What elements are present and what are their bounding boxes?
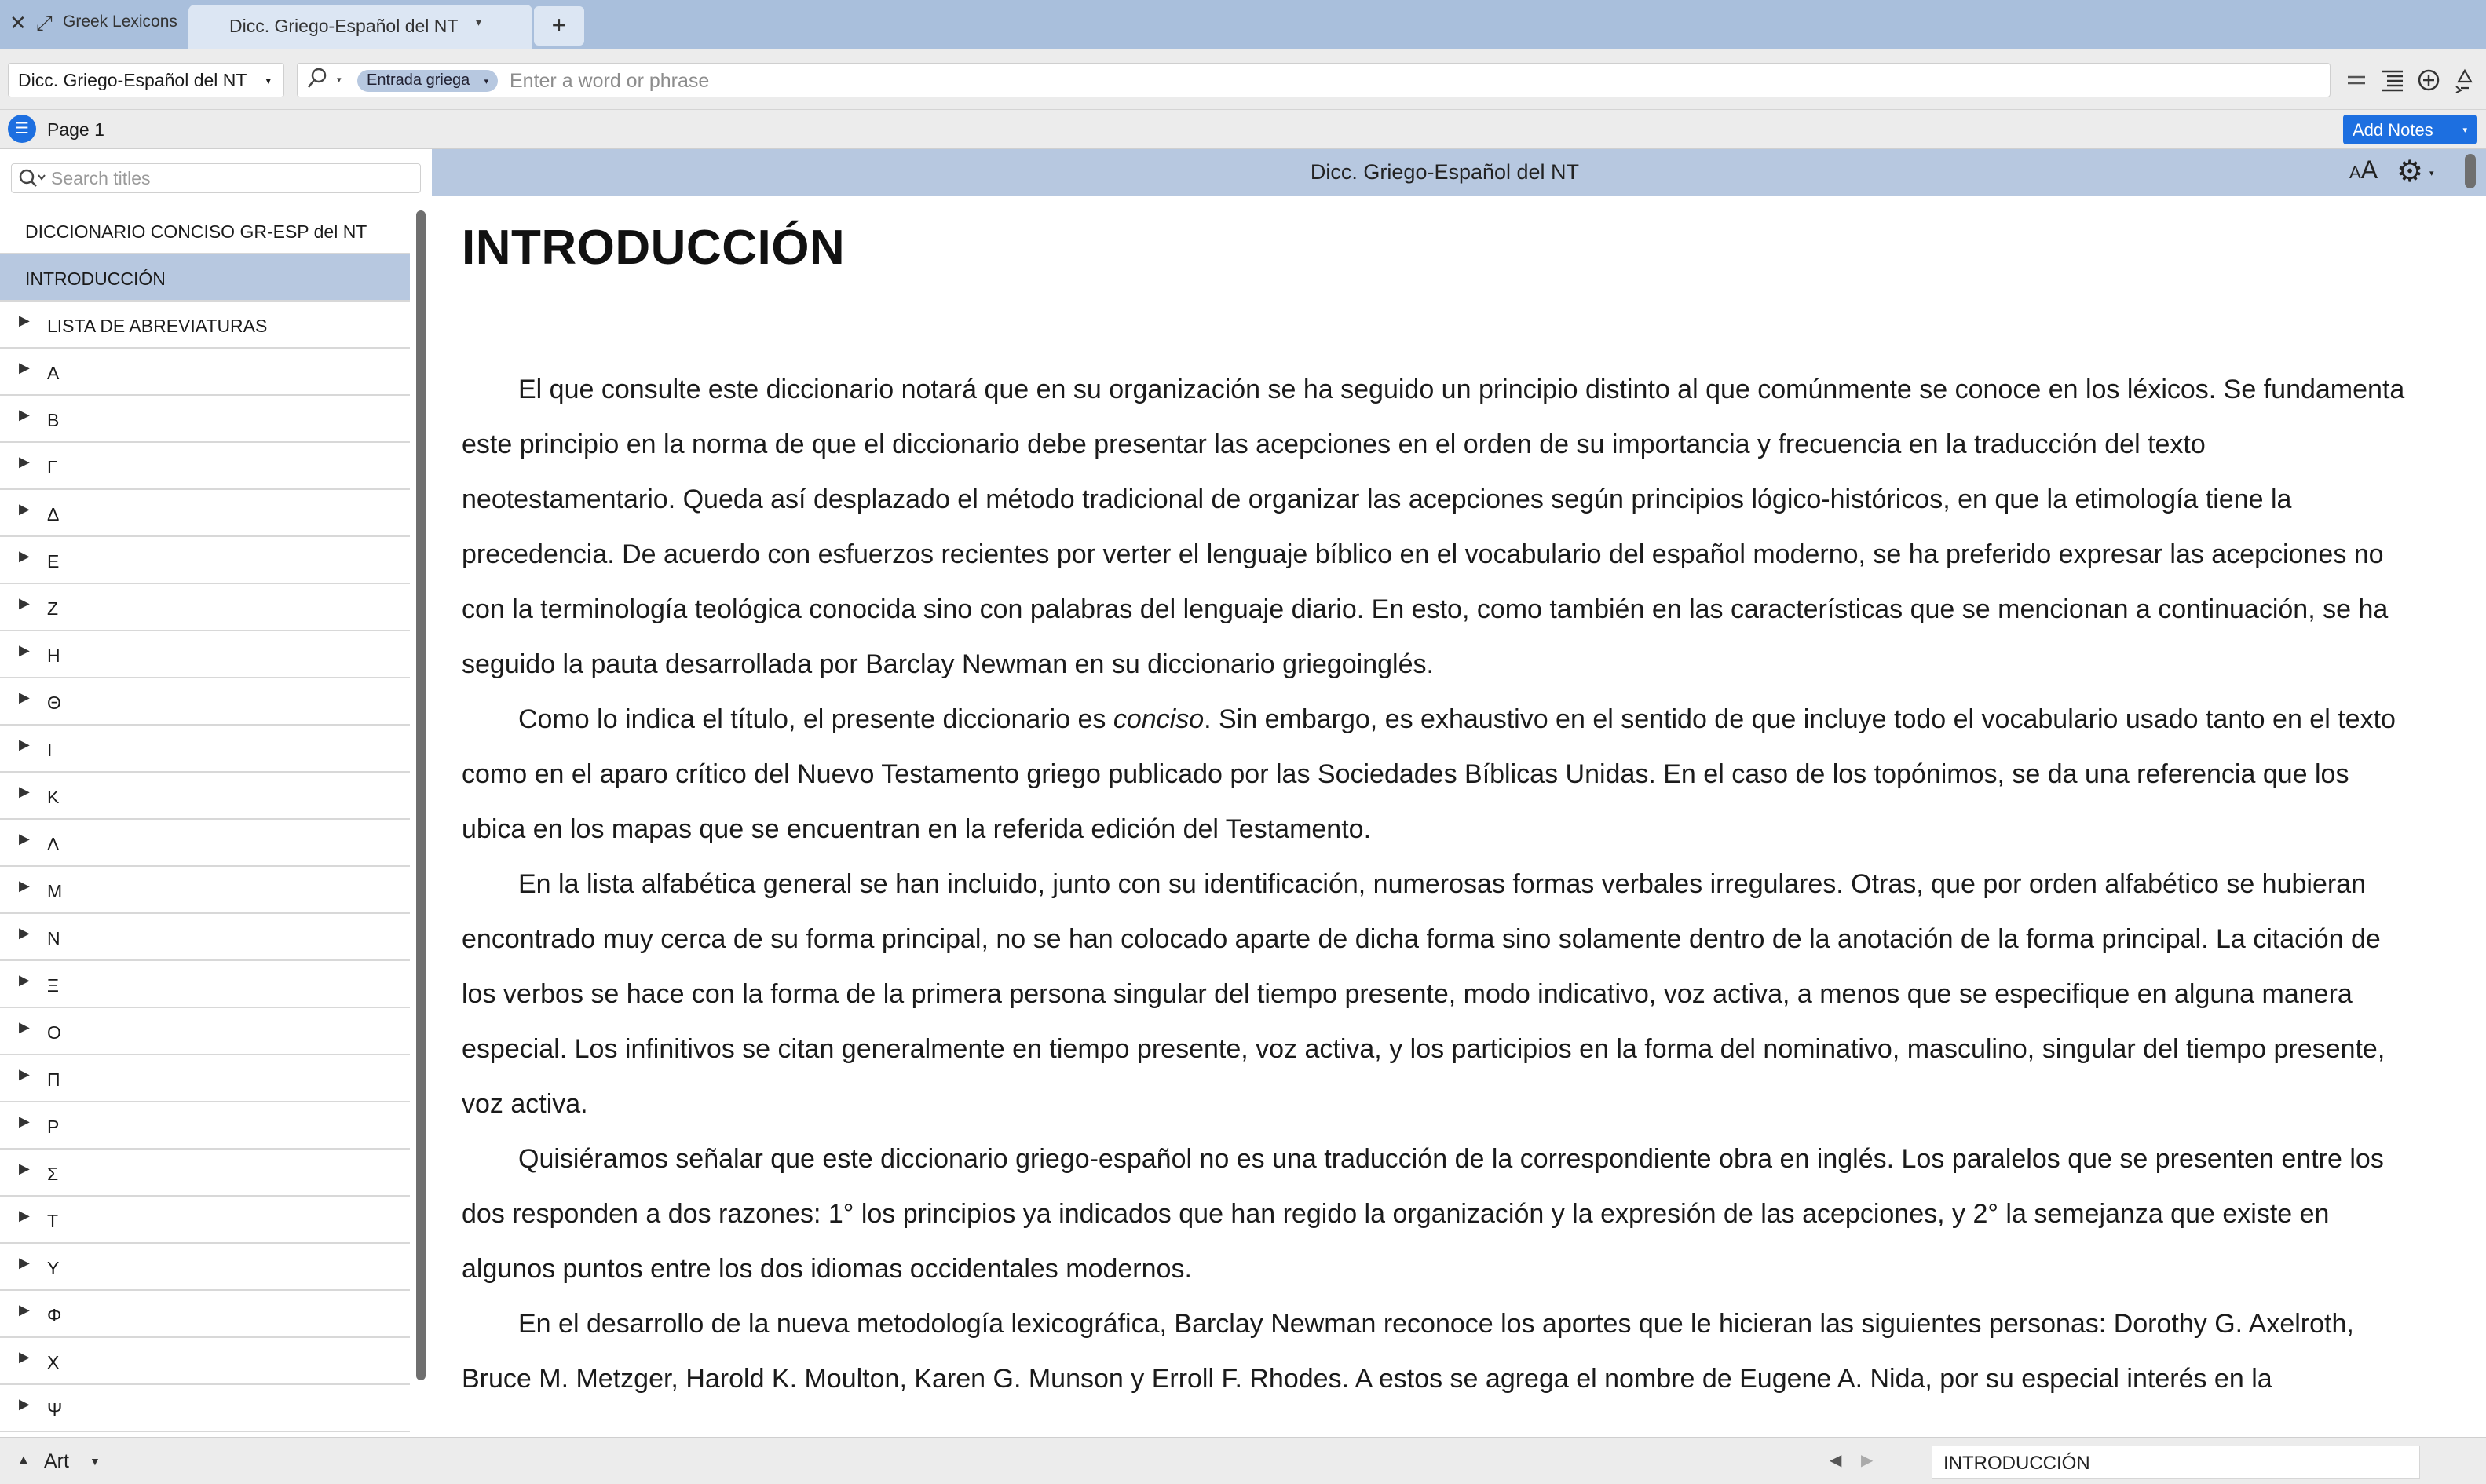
chevron-down-icon: ▾ (484, 77, 489, 86)
article-body (462, 362, 2417, 1406)
toc-item-label: Y (47, 1258, 60, 1278)
expand-triangle-icon[interactable]: ▶ (19, 737, 30, 752)
toc-item-label: Ψ (47, 1399, 63, 1420)
tab-group-label[interactable]: Greek Lexicons (63, 13, 177, 31)
art-selector-label[interactable]: Art (44, 1450, 69, 1472)
chevron-down-icon[interactable]: ▾ (476, 16, 482, 28)
sidebar-scrollbar[interactable] (415, 209, 427, 1387)
expand-triangle-icon[interactable]: ▶ (19, 878, 30, 894)
title-search-input[interactable] (51, 167, 412, 189)
expand-triangle-icon[interactable]: ▶ (19, 925, 30, 941)
expand-triangle-icon[interactable]: ▶ (19, 642, 30, 658)
chevron-down-icon: ▾ (2462, 126, 2467, 135)
tab-bar (0, 0, 2486, 49)
article-paragraph (462, 1296, 2417, 1406)
paragraph-text: Como lo indica el título, el presente diccionario es (518, 704, 1113, 734)
search-options-chevron-icon[interactable]: ▾ (337, 75, 342, 85)
next-arrow-icon[interactable]: ▶ (1861, 1452, 1874, 1469)
close-icon[interactable]: ✕ (9, 11, 27, 35)
toc-item-label: Σ (47, 1164, 59, 1184)
toc-item[interactable] (0, 1197, 410, 1244)
tab-dicc-griego-espanol[interactable] (188, 5, 532, 49)
title-search-box (11, 163, 421, 193)
toc-item[interactable] (0, 678, 410, 726)
toc-item-label: E (47, 551, 60, 572)
paragraph-text: En la lista alfabética general se han incluido, junto con su identificación, numerosas formas verbales irregulares. Otras, que por orden alfabético se hubieran encontrado muy cerca de su forma principal, no se han colocado aparte de dicha forma sino solamente dentro de la anotación de la forma principal. La citación de los verbos se hace con la forma de la primera persona singular del tiempo presente, modo indicativo, voz activa, a menos que se especifique en alguna manera especial. Los infinitivos se citan generalmente en tiempo presente, voz activa, y los participios en la forma del nominativo, masculino, singular del tiempo presente, voz activa. (462, 869, 2385, 1119)
expand-triangle-icon[interactable]: ▶ (19, 784, 30, 799)
toc-item[interactable] (0, 1385, 410, 1432)
expand-triangle-icon[interactable]: ▶ (19, 1066, 30, 1082)
resource-selector-label: Dicc. Griego-Español del NT (18, 70, 247, 90)
toc-item-label: O (47, 1022, 61, 1043)
tab-label: Dicc. Griego-Español del NT (229, 16, 459, 36)
expand-icon[interactable]: ⤢ (36, 11, 53, 35)
toc-item-label: B (47, 410, 60, 430)
sidebar-scrollbar-thumb[interactable] (416, 210, 426, 1380)
toc-item-label: DICCIONARIO CONCISO GR-ESP del NT (25, 221, 367, 242)
search-box (297, 63, 2331, 97)
add-circle-icon[interactable] (2417, 64, 2440, 96)
toc-item-label: X (47, 1352, 60, 1373)
resource-title: Dicc. Griego-Español del NT (1310, 160, 1580, 184)
expand-triangle-icon[interactable]: ▶ (19, 689, 30, 705)
chevron-down-icon[interactable]: ▾ (2429, 169, 2434, 178)
toc-item[interactable] (0, 961, 410, 1008)
font-size-icon[interactable]: AA (2349, 155, 2378, 184)
expand-triangle-icon[interactable]: ▶ (19, 972, 30, 988)
toc-item[interactable] (0, 254, 410, 302)
search-kind-label: Entrada griega (367, 71, 470, 89)
toc-item-label: Δ (47, 504, 60, 525)
toc-item[interactable] (0, 490, 410, 537)
article-paragraph (462, 692, 2417, 857)
status-bar (0, 1437, 2486, 1484)
toc-item-label: P (47, 1117, 60, 1137)
article (462, 220, 2417, 1437)
toc-item[interactable] (0, 396, 410, 443)
text-align-icon[interactable] (2381, 64, 2404, 96)
search-input[interactable] (510, 67, 2316, 95)
toc-item[interactable] (0, 443, 410, 490)
expand-triangle-icon[interactable]: ▶ (19, 1113, 30, 1129)
toc-sidebar (0, 149, 430, 1437)
toolbar-icons (2345, 64, 2477, 96)
chevron-down-icon: ▾ (265, 75, 271, 86)
expand-triangle-icon[interactable]: ▶ (19, 1161, 30, 1176)
toc-item-label: Θ (47, 693, 61, 713)
article-paragraph (462, 362, 2417, 692)
toc-item-label: Z (47, 598, 59, 619)
toc-item-label: A (47, 363, 60, 383)
expand-triangle-icon[interactable]: ▶ (19, 1255, 30, 1270)
toc-item[interactable] (0, 302, 410, 349)
chevron-down-icon[interactable]: ▼ (90, 1455, 101, 1468)
expand-triangle-icon[interactable]: ▶ (19, 1396, 30, 1412)
toc-list (0, 207, 410, 1432)
toc-item-label: Λ (47, 834, 60, 854)
new-tab-button[interactable]: + (534, 6, 584, 46)
chevron-up-icon[interactable]: ▲ (17, 1453, 30, 1467)
expand-triangle-icon[interactable]: ▶ (19, 1302, 30, 1318)
toc-item-label: Ξ (47, 975, 59, 996)
search-icon[interactable] (18, 166, 46, 196)
toc-item[interactable] (0, 773, 410, 820)
toc-item[interactable] (0, 914, 410, 961)
expand-triangle-icon[interactable]: ▶ (19, 548, 30, 564)
article-heading: INTRODUCCIÓN (462, 221, 846, 275)
paragraph-text: Quisiéramos señalar que este diccionario griego-español no es una traducción de la correspondiente obra en inglés. Los paralelos que se presenten entre los dos responden a dos razones: 1° los principios ya indicados que han regido la organización y la expresión de las acepciones, y 2° la semejanza que existe en algunos puntos entre los dos idiomas occidentales modernos. (462, 1144, 2384, 1284)
location-field[interactable]: INTRODUCCIÓN (1932, 1446, 2420, 1479)
toc-item-label: K (47, 787, 60, 807)
toc-item[interactable] (0, 584, 410, 631)
toc-item[interactable] (0, 537, 410, 584)
list-icon[interactable]: ☰ (8, 115, 36, 143)
expand-triangle-icon[interactable]: ▶ (19, 831, 30, 846)
toc-item-label: Φ (47, 1305, 62, 1325)
toc-item[interactable] (0, 1102, 410, 1150)
expand-triangle-icon[interactable]: ▶ (19, 1349, 30, 1365)
toc-item[interactable] (0, 1338, 410, 1385)
resource-selector[interactable] (8, 63, 284, 97)
toc-item[interactable] (0, 1244, 410, 1291)
expand-triangle-icon[interactable]: ▶ (19, 1208, 30, 1223)
expand-triangle-icon[interactable]: ▶ (19, 407, 30, 422)
expand-triangle-icon[interactable]: ▶ (19, 313, 30, 328)
gear-icon[interactable]: ⚙ (2396, 155, 2424, 188)
search-icon[interactable] (307, 67, 327, 96)
parallel-lines-icon[interactable] (2345, 64, 2368, 96)
search-kind-pill[interactable] (357, 70, 498, 92)
toc-item[interactable] (0, 1150, 410, 1197)
expand-triangle-icon[interactable]: ▶ (19, 454, 30, 470)
toc-item-label: INTRODUCCIÓN (25, 269, 166, 289)
toc-item-label: LISTA DE ABREVIATURAS (47, 316, 268, 336)
toc-item-label: M (47, 881, 63, 901)
toc-item-label: H (47, 645, 60, 666)
expand-triangle-icon[interactable]: ▶ (19, 501, 30, 517)
add-notes-button[interactable] (2343, 115, 2477, 144)
previous-arrow-icon[interactable]: ◀ (1830, 1452, 1842, 1469)
toc-item-label: Π (47, 1069, 60, 1090)
toc-item[interactable] (0, 1055, 410, 1102)
reading-pane-scrollbar[interactable] (2462, 154, 2478, 193)
emphasis-text: conciso (1113, 704, 1205, 734)
expand-triangle-icon[interactable]: ▶ (19, 1019, 30, 1035)
toc-item[interactable] (0, 1291, 410, 1338)
toc-item[interactable] (0, 349, 410, 396)
toc-item[interactable] (0, 631, 410, 678)
reading-pane-header (432, 149, 2486, 196)
recycle-icon[interactable] (2453, 64, 2477, 96)
page-label: Page 1 (47, 119, 104, 140)
toc-item[interactable] (0, 820, 410, 867)
article-paragraph (462, 857, 2417, 1131)
reading-pane-scrollbar-thumb[interactable] (2465, 154, 2476, 188)
paragraph-text: El que consulte este diccionario notará que en su organización se ha seguido un principio distinto al que comúnmente se conoce en los léxicos. Se fundamenta este principio en la norma de que el diccionario debe presentar las acepciones en el orden de su importancia y frecuencia en la traducción del texto neotestamentario. Queda así desplazado el método tradicional de organizar las acepciones según principios lógico-históricos, en que la etimología tiene la precedencia. De acuerdo con esfuerzos recientes por verter el lenguaje bíblico en el vocabulario del español moderno, se ha preferido expresar las acepciones no con la terminología teológica conocida sino con palabras del lenguaje diario. En esto, como también en las características que se mencionan a continuación, se ha seguido la pauta desarrollada por Barclay Newman en su diccionario griegoinglés. (462, 375, 2405, 679)
toc-item-label: Γ (47, 457, 57, 477)
expand-triangle-icon[interactable]: ▶ (19, 595, 30, 611)
toc-item[interactable] (0, 207, 410, 254)
expand-triangle-icon[interactable]: ▶ (19, 360, 30, 375)
article-paragraph (462, 1131, 2417, 1296)
toc-item[interactable] (0, 1008, 410, 1055)
toc-item-label: I (47, 740, 53, 760)
toc-item[interactable] (0, 867, 410, 914)
toc-item-label: T (47, 1211, 59, 1231)
add-notes-label: Add Notes (2353, 120, 2433, 140)
page-row (0, 110, 2486, 149)
toc-item-label: N (47, 928, 60, 949)
paragraph-text: En el desarrollo de la nueva metodología lexicográfica, Barclay Newman reconoce los aportes que le hicieran las siguientes personas: Dorothy G. Axelroth, Bruce M. Metzger, Harold K. Moulton, Karen G. Munson y Erroll F. Rhodes. A estos se agrega el nombre de Eugene A. Nida, por su especial interés en la (462, 1309, 2354, 1394)
toc-item[interactable] (0, 726, 410, 773)
paragraph-text: . Sin embargo, es exhaustivo en el sentido de que incluye todo el vocabulario usado tanto en el texto como en el aparo crítico del Nuevo Testamento griego publicado por las Sociedades Bíblicas Unidas. En el caso de los topónimos, se da una referencia que los ubica en los mapas que se encuentran en la referida edición del Testamento. (462, 704, 2396, 844)
toolbar (0, 49, 2486, 110)
